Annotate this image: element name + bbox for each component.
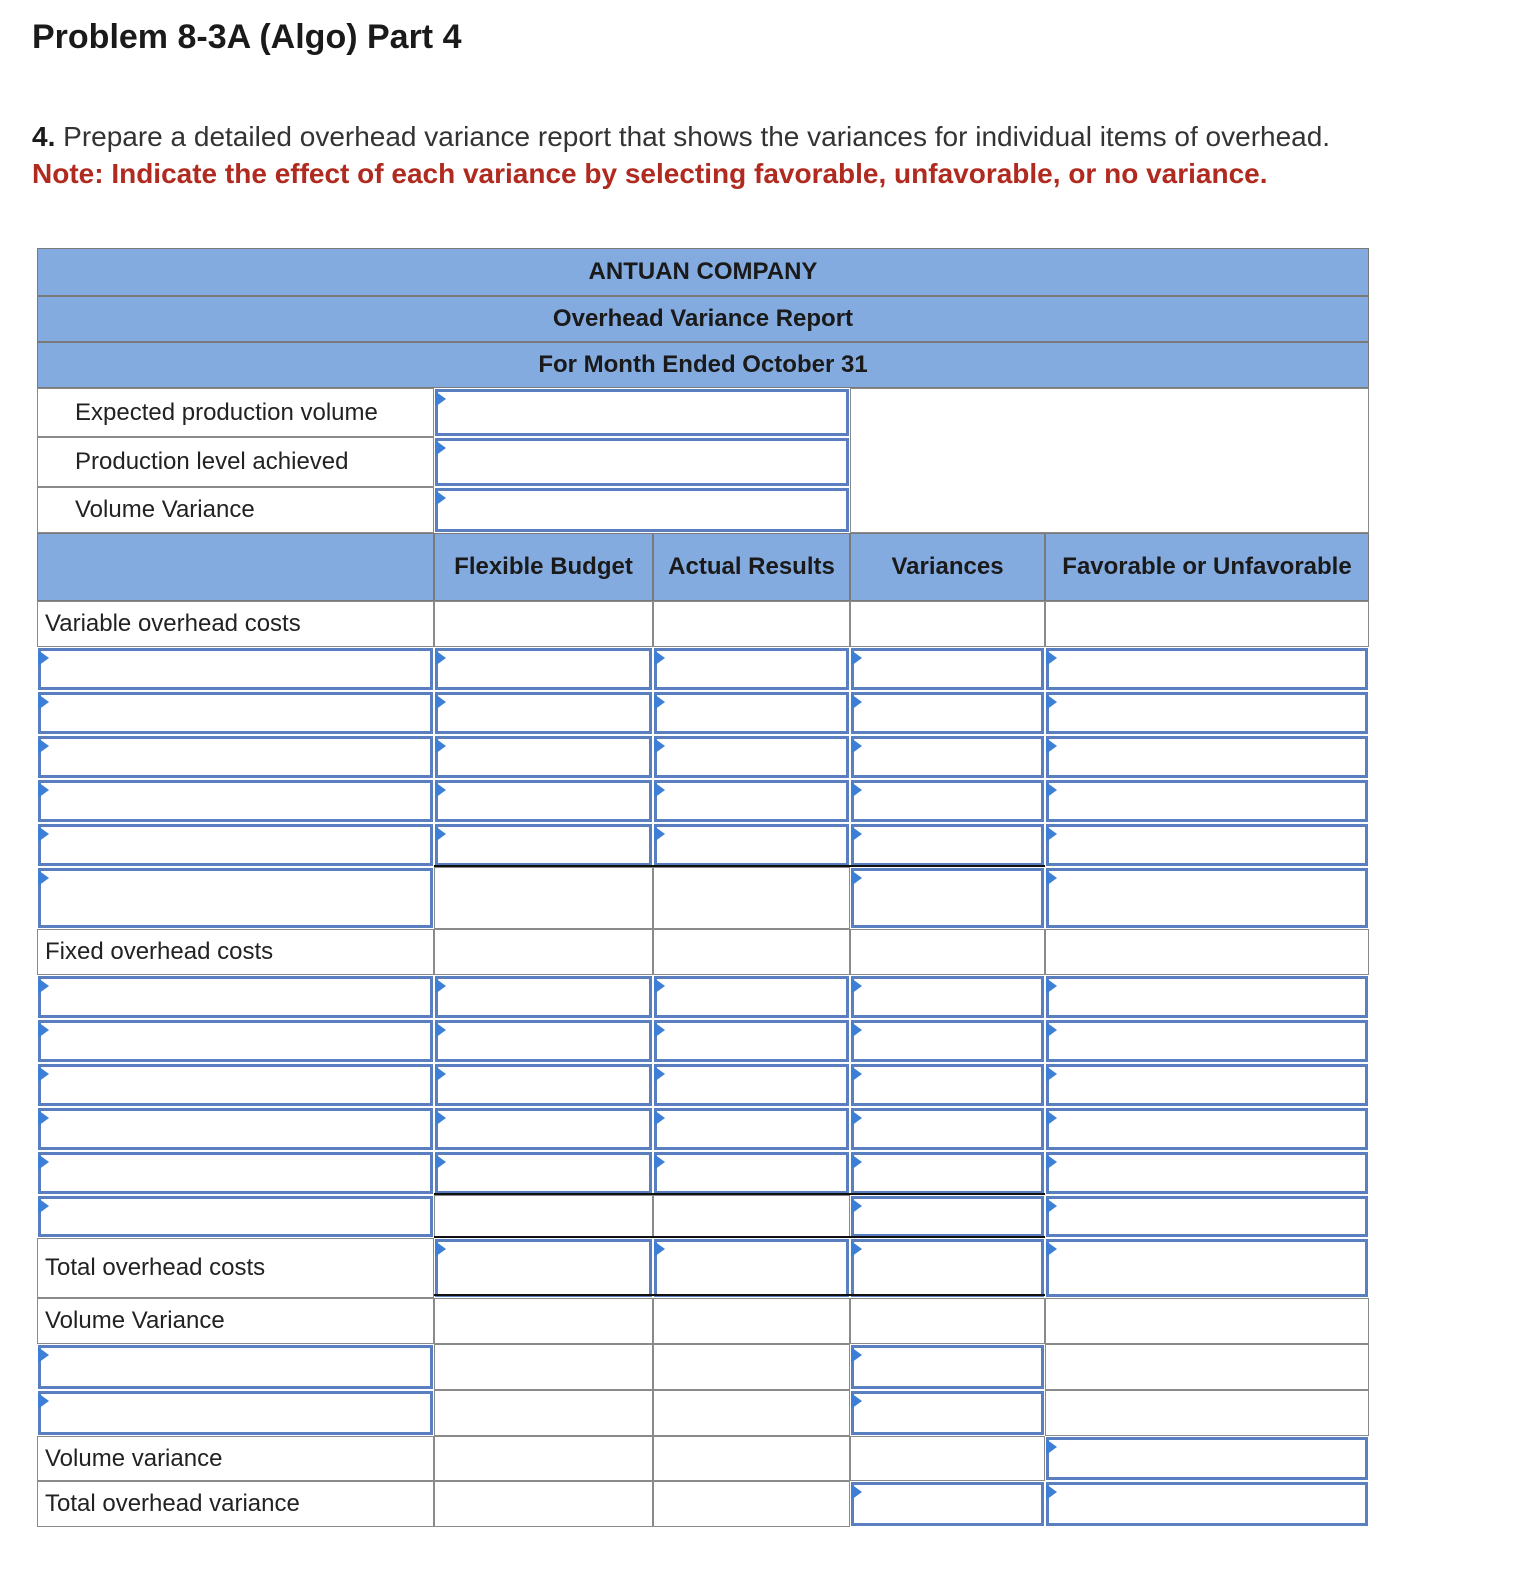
column-header-favorable-unfavorable: Favorable or Unfavorable [1045, 533, 1369, 601]
dropdown-marker-icon [851, 694, 862, 710]
column-header-actual-results: Actual Results [653, 533, 850, 601]
dropdown-marker-icon [38, 738, 49, 754]
dropdown-marker-icon [1046, 738, 1057, 754]
dropdown-marker-icon [654, 694, 665, 710]
fixed-actual-results-input[interactable] [654, 1108, 849, 1150]
fixed-flexible-budget-input[interactable] [435, 1020, 652, 1062]
dropdown-marker-icon [1046, 870, 1057, 886]
variable-effect-select[interactable] [1046, 780, 1368, 822]
fixed-flexible-budget-input[interactable] [435, 1152, 652, 1194]
table-cell [653, 1298, 850, 1344]
expected-production-volume-input[interactable] [435, 389, 849, 436]
variable-item-select[interactable] [38, 736, 433, 778]
note-text: Note: Indicate the effect of each variance by selecting favorable, unfavorable, or no variance. [32, 158, 1268, 189]
dropdown-marker-icon [851, 978, 862, 994]
dropdown-marker-icon [851, 870, 862, 886]
variable-flexible-budget-input[interactable] [435, 780, 652, 822]
volume-label: Production level achieved [37, 437, 434, 487]
dropdown-marker-icon [435, 1022, 446, 1038]
total-underline [434, 1294, 1045, 1296]
variable-actual-results-input[interactable] [654, 736, 849, 778]
total-effect-select[interactable] [1046, 1239, 1368, 1297]
total-variance-input[interactable] [851, 1239, 1044, 1297]
dropdown-marker-icon [654, 1066, 665, 1082]
dropdown-marker-icon [38, 782, 49, 798]
dropdown-marker-icon [851, 1241, 862, 1257]
fixed-variance-input[interactable] [851, 1064, 1044, 1106]
table-cell [850, 1298, 1045, 1344]
dropdown-marker-icon [38, 1154, 49, 1170]
dropdown-marker-icon [38, 1393, 49, 1409]
dropdown-marker-icon [851, 782, 862, 798]
dropdown-marker-icon [38, 870, 49, 886]
dropdown-marker-icon [435, 1154, 446, 1170]
total-overhead-variance-input[interactable] [851, 1482, 1044, 1526]
dropdown-marker-icon [435, 490, 446, 506]
table-cell [434, 1195, 653, 1238]
total-underline [434, 1236, 1045, 1238]
fixed-actual-results-input[interactable] [654, 1064, 849, 1106]
variable-item-select[interactable] [38, 648, 433, 690]
fixed-flexible-budget-input[interactable] [435, 1108, 652, 1150]
table-cell [434, 867, 653, 929]
dropdown-marker-icon [851, 1484, 862, 1500]
fixed-actual-results-input[interactable] [654, 1020, 849, 1062]
dropdown-marker-icon [654, 1241, 665, 1257]
table-cell [653, 1481, 850, 1527]
dropdown-marker-icon [851, 1198, 862, 1214]
dropdown-marker-icon [435, 391, 446, 407]
fixed-effect-select[interactable] [1046, 1020, 1368, 1062]
variable-total-variance-input[interactable] [851, 868, 1044, 928]
table-cell [850, 929, 1045, 975]
page-title: Problem 8-3A (Algo) Part 4 [32, 18, 462, 56]
table-cell [653, 1344, 850, 1390]
dropdown-marker-icon [851, 1066, 862, 1082]
table-cell [1045, 601, 1369, 647]
total-underline [434, 1193, 1045, 1195]
variable-effect-select[interactable] [1046, 824, 1368, 866]
table-cell [434, 929, 653, 975]
dropdown-marker-icon [851, 738, 862, 754]
dropdown-marker-icon [435, 826, 446, 842]
dropdown-marker-icon [38, 694, 49, 710]
variable-flexible-budget-input[interactable] [435, 692, 652, 734]
total-overhead-variance-label: Total overhead variance [37, 1481, 434, 1527]
fixed-effect-select[interactable] [1046, 1108, 1368, 1150]
dropdown-marker-icon [38, 1066, 49, 1082]
table-cell [850, 601, 1045, 647]
dropdown-marker-icon [654, 826, 665, 842]
table-cell [434, 1481, 653, 1527]
variable-effect-select[interactable] [1046, 736, 1368, 778]
fixed-item-select[interactable] [38, 1108, 433, 1150]
dropdown-marker-icon [38, 978, 49, 994]
table-cell [434, 601, 653, 647]
instruction-text: Prepare a detailed overhead variance report that shows the variances for individual items of overhead. [55, 121, 1331, 152]
dropdown-marker-icon [1046, 1110, 1057, 1126]
variable-variance-input[interactable] [851, 648, 1044, 690]
variable-variance-input[interactable] [851, 692, 1044, 734]
fixed-item-select[interactable] [38, 1152, 433, 1194]
dropdown-marker-icon [1046, 978, 1057, 994]
table-cell [653, 867, 850, 929]
table-cell [434, 1436, 653, 1481]
dropdown-marker-icon [1046, 1484, 1057, 1500]
table-cell [434, 1298, 653, 1344]
table-cell [653, 929, 850, 975]
variable-item-select[interactable] [38, 824, 433, 866]
fixed-total-label-select[interactable] [38, 1196, 433, 1237]
dropdown-marker-icon [435, 1110, 446, 1126]
dropdown-marker-icon [38, 1347, 49, 1363]
dropdown-marker-icon [654, 1154, 665, 1170]
dropdown-marker-icon [38, 1198, 49, 1214]
volume-label: Volume Variance [37, 487, 434, 533]
variable-actual-results-input[interactable] [654, 692, 849, 734]
volume-block-blank [850, 388, 1369, 533]
volume-variance-item-select[interactable] [38, 1345, 433, 1389]
dropdown-marker-icon [654, 978, 665, 994]
fixed-actual-results-input[interactable] [654, 976, 849, 1018]
dropdown-marker-icon [435, 694, 446, 710]
volume-variance-units-input[interactable] [435, 488, 849, 532]
dropdown-marker-icon [1046, 694, 1057, 710]
dropdown-marker-icon [435, 650, 446, 666]
fixed-item-select[interactable] [38, 1020, 433, 1062]
section-label-fixed: Fixed overhead costs [37, 929, 434, 975]
dropdown-marker-icon [435, 978, 446, 994]
dropdown-marker-icon [38, 1110, 49, 1126]
section-label-variable: Variable overhead costs [37, 601, 434, 647]
variable-effect-select[interactable] [1046, 648, 1368, 690]
dropdown-marker-icon [435, 440, 446, 456]
variable-actual-results-input[interactable] [654, 780, 849, 822]
total-actual-results-input[interactable] [654, 1239, 849, 1297]
dropdown-marker-icon [851, 826, 862, 842]
variable-effect-select[interactable] [1046, 692, 1368, 734]
fixed-variance-input[interactable] [851, 1020, 1044, 1062]
dropdown-marker-icon [654, 650, 665, 666]
fixed-item-select[interactable] [38, 1064, 433, 1106]
variable-variance-input[interactable] [851, 736, 1044, 778]
company-name: ANTUAN COMPANY [37, 248, 1369, 296]
dropdown-marker-icon [1046, 1154, 1057, 1170]
volume-variance-label: Volume variance [37, 1436, 434, 1481]
production-level-achieved-input[interactable] [435, 438, 849, 486]
variable-variance-input[interactable] [851, 780, 1044, 822]
total-overhead-variance-effect-select[interactable] [1046, 1482, 1368, 1526]
dropdown-marker-icon [435, 1241, 446, 1257]
volume-variance-item-select[interactable] [38, 1391, 433, 1435]
fixed-variance-input[interactable] [851, 976, 1044, 1018]
dropdown-marker-icon [38, 826, 49, 842]
dropdown-marker-icon [435, 782, 446, 798]
dropdown-marker-icon [851, 1022, 862, 1038]
fixed-variance-input[interactable] [851, 1152, 1044, 1194]
dropdown-marker-icon [654, 738, 665, 754]
volume-variance-amount-input[interactable] [851, 1345, 1044, 1389]
dropdown-marker-icon [1046, 782, 1057, 798]
table-cell [653, 1390, 850, 1436]
column-header-variances: Variances [850, 533, 1045, 601]
fixed-effect-select[interactable] [1046, 1152, 1368, 1194]
table-cell [653, 1436, 850, 1481]
fixed-effect-select[interactable] [1046, 1064, 1368, 1106]
total-overhead-costs-label: Total overhead costs [37, 1238, 434, 1298]
report-period: For Month Ended October 31 [37, 342, 1369, 388]
table-cell [653, 1195, 850, 1238]
fixed-item-select[interactable] [38, 976, 433, 1018]
table-cell [1045, 1390, 1369, 1436]
dropdown-marker-icon [38, 650, 49, 666]
dropdown-marker-icon [1046, 1241, 1057, 1257]
table-cell [434, 1390, 653, 1436]
dropdown-marker-icon [435, 1066, 446, 1082]
dropdown-marker-icon [1046, 650, 1057, 666]
report-title: Overhead Variance Report [37, 296, 1369, 342]
dropdown-marker-icon [1046, 1198, 1057, 1214]
fixed-effect-select[interactable] [1046, 976, 1368, 1018]
fixed-total-effect-select[interactable] [1046, 1196, 1368, 1237]
variable-item-select[interactable] [38, 692, 433, 734]
variable-actual-results-input[interactable] [654, 824, 849, 866]
dropdown-marker-icon [851, 1347, 862, 1363]
table-cell [1045, 1344, 1369, 1390]
dropdown-marker-icon [851, 1154, 862, 1170]
table-cell [850, 1436, 1045, 1481]
dropdown-marker-icon [1046, 1439, 1057, 1455]
variable-total-label-select[interactable] [38, 868, 433, 928]
volume-variance-amount-input[interactable] [851, 1391, 1044, 1435]
table-cell [434, 1344, 653, 1390]
fixed-total-variance-input[interactable] [851, 1196, 1044, 1237]
total-flexible-budget-input[interactable] [435, 1239, 652, 1297]
table-cell [1045, 929, 1369, 975]
total-underline [434, 865, 1045, 867]
variable-flexible-budget-input[interactable] [435, 736, 652, 778]
table-cell [653, 601, 850, 647]
dropdown-marker-icon [851, 1110, 862, 1126]
variable-item-select[interactable] [38, 780, 433, 822]
table-cell [1045, 1298, 1369, 1344]
dropdown-marker-icon [1046, 1022, 1057, 1038]
dropdown-marker-icon [38, 1022, 49, 1038]
volume-label: Expected production volume [37, 388, 434, 437]
variable-flexible-budget-input[interactable] [435, 648, 652, 690]
dropdown-marker-icon [654, 1022, 665, 1038]
column-header-blank [37, 533, 434, 601]
column-header-flexible-budget: Flexible Budget [434, 533, 653, 601]
dropdown-marker-icon [654, 782, 665, 798]
variable-variance-input[interactable] [851, 824, 1044, 866]
dropdown-marker-icon [435, 738, 446, 754]
dropdown-marker-icon [1046, 826, 1057, 842]
variable-flexible-budget-input[interactable] [435, 824, 652, 866]
dropdown-marker-icon [654, 1110, 665, 1126]
fixed-actual-results-input[interactable] [654, 1152, 849, 1194]
fixed-flexible-budget-input[interactable] [435, 976, 652, 1018]
section-label-volume-variance: Volume Variance [37, 1298, 434, 1344]
dropdown-marker-icon [851, 1393, 862, 1409]
volume-variance-effect-select[interactable] [1046, 1437, 1368, 1480]
dropdown-marker-icon [1046, 1066, 1057, 1082]
variable-total-effect-select[interactable] [1046, 868, 1368, 928]
dropdown-marker-icon [851, 650, 862, 666]
variable-actual-results-input[interactable] [654, 648, 849, 690]
fixed-variance-input[interactable] [851, 1108, 1044, 1150]
instruction-number: 4. [32, 121, 56, 152]
fixed-flexible-budget-input[interactable] [435, 1064, 652, 1106]
